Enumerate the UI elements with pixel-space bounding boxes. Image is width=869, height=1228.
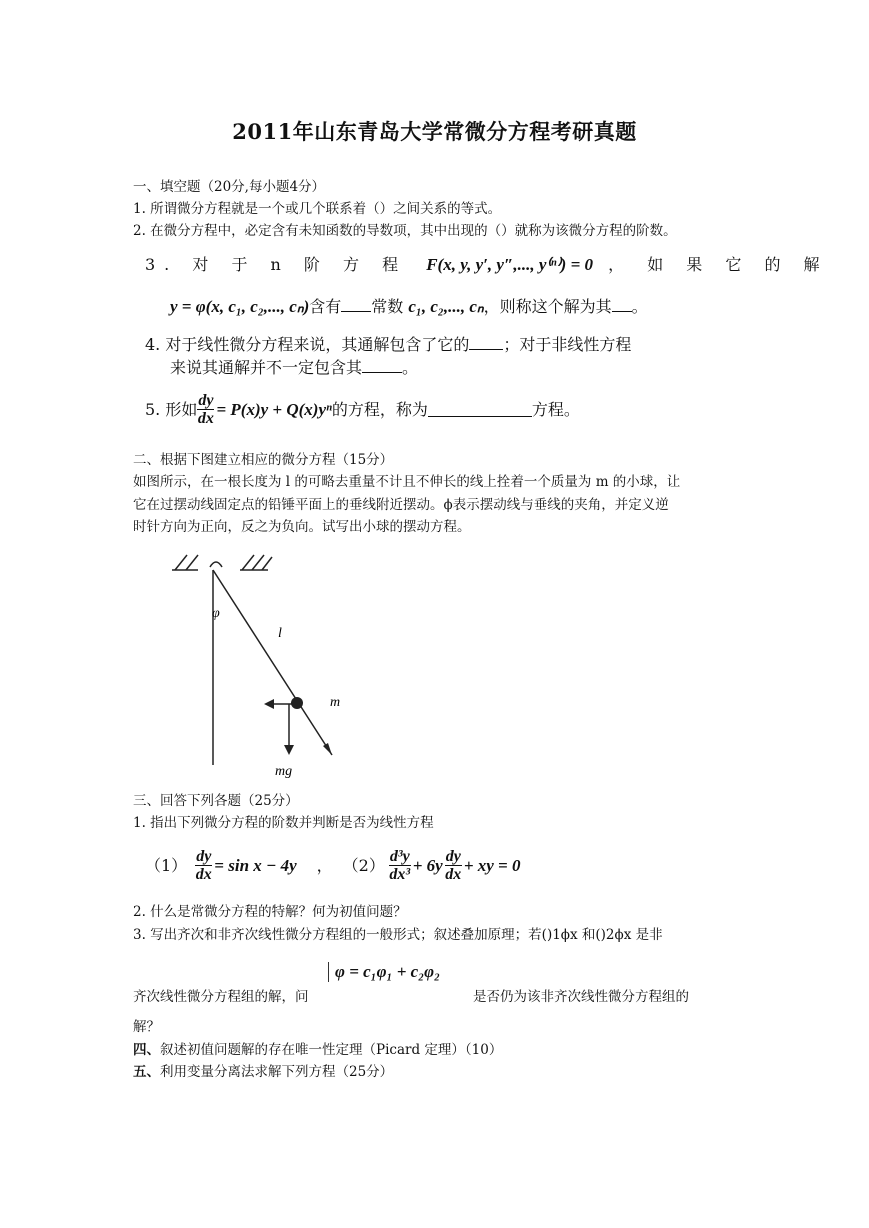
- q5-equation: = P(x)y + Q(x)yⁿ: [216, 399, 332, 419]
- eq2-fraction-1-num: d³y: [389, 848, 410, 865]
- q3-equation-1: F(x, y, y′, y″,..., y⁽ⁿ⁾) = 0: [426, 255, 594, 274]
- q3-equation-3: c₁, c₂,..., cₙ: [408, 297, 484, 316]
- eq2-fraction-1-den: dx³: [389, 866, 411, 883]
- question-3-2: 2. 什么是常微分方程的特解？何为初值问题？: [133, 904, 407, 920]
- q3-text-b: ， 如 果 它 的 解: [608, 255, 829, 274]
- eq1-fraction-den: dx: [195, 866, 212, 883]
- section-4-heading: [133, 1041, 502, 1059]
- question-1-3-line1: [145, 254, 829, 276]
- section-4-label: 四、: [133, 1042, 160, 1058]
- pendulum-figure: [160, 545, 380, 780]
- blank: [612, 297, 632, 312]
- question-3-3-line3: 解？: [133, 1019, 160, 1035]
- label-l: l: [278, 626, 282, 641]
- eq2-middle: + 6y: [412, 855, 443, 875]
- section-1-heading: 一、填空题（20分,每小题4分）: [133, 179, 326, 195]
- q5-fraction: [197, 392, 214, 427]
- question-3-3-line2a: 齐次线性微分方程组的解，问: [133, 989, 309, 1005]
- q4-text-d: 。: [402, 358, 419, 377]
- section-3-heading: 三、回答下列各题（25分）: [133, 793, 299, 809]
- q4-text-a: 4. 对于线性微分方程来说，其通解包含了它的: [145, 335, 470, 354]
- blank: [341, 297, 371, 312]
- eq1-fraction-num: dy: [196, 848, 212, 865]
- section-5-label: 五、: [133, 1064, 160, 1080]
- q3-equation-2: y = φ(x, c₁, c₂,..., cₙ): [170, 297, 310, 316]
- q5-fraction-num: dy: [198, 392, 214, 409]
- q5-text-a: 5. 形如: [145, 399, 198, 419]
- superposition-equation-box: [328, 962, 440, 982]
- section-5-heading: [133, 1063, 393, 1081]
- q3-text-d: 常数: [371, 297, 404, 316]
- q4-text-b: ；对于非线性方程: [503, 335, 632, 354]
- eq2-rhs: + xy = 0: [463, 855, 521, 875]
- eq1-label: （1）: [145, 855, 188, 875]
- label-mg: mg: [275, 764, 293, 779]
- question-1-1: 1. 所谓微分方程就是一个或几个联系着（）之间关系的等式。: [133, 201, 502, 217]
- q3-text-e: ，则称这个解为其: [483, 297, 612, 316]
- section-2-para-3: 时针方向为正向，反之为负向。试写出小球的摆动方程。: [133, 519, 471, 535]
- q4-text-c: 来说其通解并不一定包含其: [170, 358, 363, 377]
- page-title: 2011年山东青岛大学常微分方程考研真题: [232, 119, 637, 144]
- question-1-4-line2: [170, 357, 418, 379]
- section-5-text: 利用变量分离法求解下列方程（25分）: [160, 1064, 394, 1080]
- question-1-5: [145, 392, 580, 427]
- q5-fraction-den: dx: [197, 410, 214, 427]
- superposition-equation: φ = c₁φ₁ + c₂φ₂: [335, 962, 441, 981]
- eq1-rhs: = sin x − 4y: [214, 855, 297, 875]
- section-2-para-1: 如图所示，在一根长度为 l 的可略去重量不计且不伸长的线上拴着一个质量为 m 的小球，让: [133, 474, 681, 490]
- section-2-heading: 二、根据下图建立相应的微分方程（15分）: [133, 452, 394, 468]
- question-3-3-line1: 3. 写出齐次和非齐次线性微分方程组的一般形式；叙述叠加原理；若()1ϕx 和()2ϕx 是非: [133, 927, 663, 943]
- q5-text-c: 方程。: [531, 399, 580, 419]
- question-3-3-line2b: 是否仍为该非齐次线性微分方程组的: [473, 989, 689, 1005]
- eq2-fraction-2-num: dy: [445, 848, 461, 865]
- question-1-2: 2. 在微分方程中，必定含有未知函数的导数项，其中出现的（）就称为该微分方程的阶数。: [133, 223, 677, 239]
- section-4-text: 叙述初值问题解的存在唯一性定理（Picard 定理）（10）: [160, 1042, 503, 1058]
- eq2-fraction-2-den: dx: [445, 866, 462, 883]
- label-m: m: [330, 695, 341, 710]
- section-2-para-2: 它在过摆动线固定点的铅锤平面上的垂线附近摆动。ϕ表示摆动线与垂线的夹角，并定义逆: [133, 497, 669, 513]
- question-3-1-equations: [145, 848, 521, 883]
- eq2-fraction-1: [389, 848, 411, 883]
- eq2-label: （2）: [342, 855, 385, 875]
- blank: [428, 402, 532, 417]
- blank: [469, 335, 503, 350]
- eq2-fraction-2: [445, 848, 462, 883]
- q5-text-b: 的方程，称为: [331, 399, 428, 419]
- separator: ，: [316, 855, 333, 875]
- q3-text-a: 3. 对 于 n 阶 方 程: [145, 255, 408, 274]
- question-1-3-line2: [170, 296, 648, 318]
- eq1-fraction: [195, 848, 212, 883]
- question-1-4-line1: [145, 334, 631, 356]
- question-3-1: 1. 指出下列微分方程的阶数并判断是否为线性方程: [133, 815, 434, 831]
- q3-text-c: 含有: [309, 297, 342, 316]
- blank: [362, 358, 402, 373]
- label-phi: φ: [212, 606, 220, 621]
- q3-text-f: 。: [631, 297, 648, 316]
